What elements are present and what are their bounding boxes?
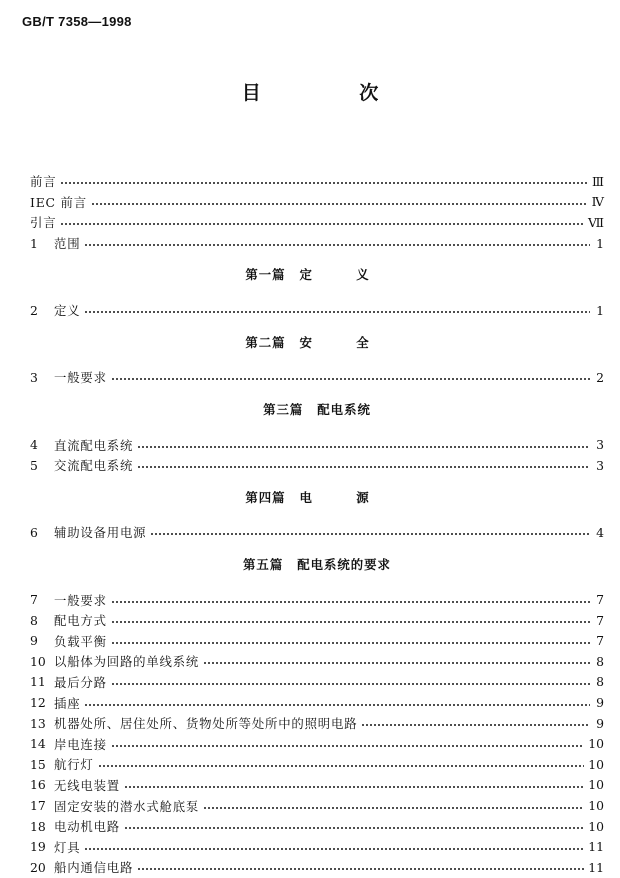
toc-entry-number: 17	[30, 798, 46, 814]
toc-entry[interactable]	[30, 610, 604, 631]
part-heading	[30, 555, 604, 576]
table-of-contents	[30, 171, 604, 878]
toc-entry-number: 18	[30, 818, 46, 834]
part-heading	[30, 333, 604, 354]
dot-leader	[111, 621, 590, 623]
dot-leader	[203, 662, 590, 664]
dot-leader	[111, 745, 584, 747]
dot-leader	[111, 378, 590, 380]
dot-leader	[111, 683, 590, 685]
toc-entry[interactable]	[30, 692, 604, 713]
dot-leader	[91, 203, 588, 205]
toc-entry-page: 10	[588, 818, 604, 834]
toc-entry-number: 11	[30, 674, 46, 690]
toc-entry-page: 10	[588, 777, 604, 793]
toc-entry-number: 14	[30, 736, 46, 752]
toc-entry-page: 7	[596, 592, 604, 608]
dot-leader	[111, 642, 590, 644]
toc-entry-label: 负载平衡	[54, 633, 107, 649]
toc-entry-number: 2	[30, 302, 38, 318]
toc-entry-label: 机器处所、居住处所、货物处所等处所中的照明电路	[54, 716, 358, 732]
part-title: 电 源	[299, 489, 389, 505]
part-title: 配电系统的要求	[297, 556, 391, 572]
toc-entry-page: 2	[596, 369, 604, 385]
toc-entry[interactable]	[30, 836, 604, 857]
toc-entry-label: 一般要求	[54, 370, 107, 386]
toc-entry[interactable]	[30, 300, 604, 321]
toc-entry-page: Ⅶ	[588, 214, 604, 230]
toc-entry-label: 最后分路	[54, 674, 107, 690]
toc-entry-label: 固定安装的潜水式舱底泵	[54, 798, 200, 814]
part-title: 安 全	[299, 334, 389, 350]
toc-entry-page: 8	[596, 674, 604, 690]
toc-entry-number: 10	[30, 653, 46, 669]
toc-entry-label: IEC 前言	[30, 194, 87, 210]
part-number: 第二篇	[245, 334, 286, 350]
dot-leader	[84, 704, 590, 706]
dot-leader	[361, 724, 590, 726]
part-heading	[30, 488, 604, 509]
dot-leader	[84, 244, 590, 246]
toc-entry-label: 直流配电系统	[54, 437, 134, 453]
toc-entry-number: 16	[30, 777, 46, 793]
toc-entry-page: 4	[596, 524, 604, 540]
dot-leader	[84, 848, 584, 850]
toc-entry[interactable]	[30, 192, 604, 213]
toc-entry-number: 15	[30, 756, 46, 772]
part-number: 第四篇	[245, 489, 286, 505]
dot-leader	[111, 601, 590, 603]
dot-leader	[84, 311, 590, 313]
toc-entry[interactable]	[30, 672, 604, 693]
toc-entry-page: 9	[596, 695, 604, 711]
toc-entry-label: 定义	[54, 303, 81, 319]
toc-entry-label: 引言	[30, 215, 57, 231]
toc-entry-page: Ⅲ	[592, 173, 604, 189]
toc-entry-page: 3	[596, 457, 604, 473]
part-title: 配电系统	[317, 401, 371, 417]
toc-entry[interactable]	[30, 795, 604, 816]
toc-entry-label: 灯具	[54, 839, 81, 855]
toc-entry[interactable]	[30, 233, 604, 254]
toc-entry[interactable]	[30, 754, 604, 775]
toc-entry-label: 电动机电路	[54, 819, 120, 835]
dot-leader	[150, 533, 590, 535]
toc-entry-number: 3	[30, 369, 38, 385]
toc-entry-label: 范围	[54, 236, 81, 252]
dot-leader	[124, 786, 584, 788]
page-title: 目 次	[241, 82, 425, 104]
toc-entry-number: 5	[30, 457, 38, 473]
toc-entry-page: 10	[588, 756, 604, 772]
toc-entry-number: 20	[30, 859, 46, 875]
toc-entry-number: 19	[30, 839, 46, 855]
toc-entry-label: 一般要求	[54, 592, 107, 608]
toc-entry-page: 8	[596, 653, 604, 669]
toc-entry-number: 8	[30, 612, 38, 628]
toc-entry-page: 3	[596, 437, 604, 453]
toc-entry-label: 以船体为回路的单线系统	[54, 654, 200, 670]
toc-entry-label: 船内通信电路	[54, 860, 134, 876]
toc-entry-label: 航行灯	[54, 757, 94, 773]
part-title: 定 义	[299, 267, 389, 283]
toc-entry-number: 4	[30, 437, 38, 453]
toc-entry-number: 9	[30, 633, 38, 649]
dot-leader	[60, 182, 588, 184]
toc-entry[interactable]	[30, 733, 604, 754]
toc-entry[interactable]	[30, 434, 604, 455]
toc-entry-page: 1	[596, 302, 604, 318]
toc-entry-label: 岸电连接	[54, 736, 107, 752]
toc-entry-number: 12	[30, 695, 46, 711]
toc-entry-label: 插座	[54, 695, 81, 711]
toc-entry[interactable]	[30, 775, 604, 796]
toc-entry-page: 11	[588, 839, 604, 855]
toc-entry[interactable]	[30, 522, 604, 543]
part-heading	[30, 265, 604, 286]
toc-entry-label: 交流配电系统	[54, 458, 134, 474]
toc-entry[interactable]	[30, 171, 604, 192]
dot-leader	[60, 223, 584, 225]
part-number: 第三篇	[263, 401, 304, 417]
toc-entry[interactable]	[30, 589, 604, 610]
toc-entry[interactable]	[30, 212, 604, 233]
toc-entry[interactable]	[30, 816, 604, 837]
toc-entry-label: 配电方式	[54, 613, 107, 629]
toc-entry[interactable]	[30, 631, 604, 652]
toc-entry-label: 前言	[30, 174, 57, 190]
toc-entry[interactable]	[30, 367, 604, 388]
toc-entry-number: 7	[30, 592, 38, 608]
toc-entry-page: 7	[596, 612, 604, 628]
toc-entry[interactable]	[30, 713, 604, 734]
toc-entry-page: 7	[596, 633, 604, 649]
part-heading	[30, 400, 604, 421]
toc-entry-page: 10	[588, 798, 604, 814]
toc-entry-label: 辅助设备用电源	[54, 525, 147, 541]
toc-entry-page: 10	[588, 736, 604, 752]
toc-entry-page: Ⅳ	[591, 194, 604, 210]
toc-entry-page: 9	[596, 715, 604, 731]
toc-entry-number: 13	[30, 715, 46, 731]
toc-entry-number: 1	[30, 235, 38, 251]
part-number: 第一篇	[245, 267, 286, 283]
toc-entry[interactable]	[30, 857, 604, 878]
dot-leader	[203, 807, 584, 809]
part-number: 第五篇	[243, 556, 284, 572]
toc-entry-number: 6	[30, 524, 38, 540]
dot-leader	[124, 827, 584, 829]
dot-leader	[137, 466, 590, 468]
toc-entry[interactable]	[30, 651, 604, 672]
dot-leader	[137, 868, 584, 870]
dot-leader	[137, 446, 590, 448]
standard-code: GB/T 7358—1998	[22, 14, 132, 29]
toc-entry-page: 1	[596, 235, 604, 251]
toc-entry-page: 11	[588, 859, 604, 875]
toc-entry-label: 无线电装置	[54, 777, 120, 793]
dot-leader	[98, 765, 585, 767]
toc-entry[interactable]	[30, 455, 604, 476]
